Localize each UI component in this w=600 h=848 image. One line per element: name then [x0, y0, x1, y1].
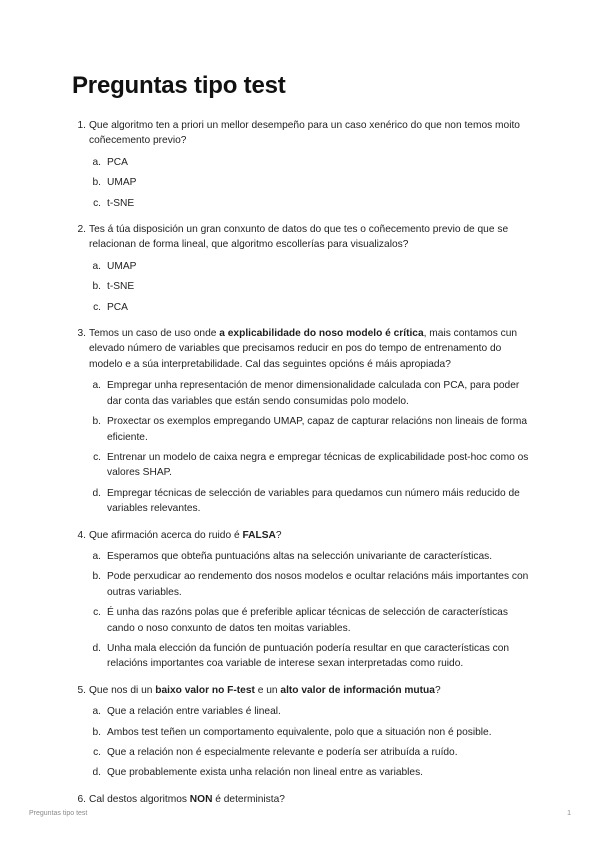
option-text: t-SNE: [107, 281, 135, 293]
answer-option: [89, 765, 532, 780]
option-letter: a.: [92, 706, 101, 718]
answer-option: [89, 196, 532, 211]
option-letter: d.: [92, 642, 101, 654]
option-text: UMAP: [107, 260, 137, 272]
option-letter: b.: [92, 571, 101, 583]
question-text-segment: , mais contamos cun elevado número de variables que precisamos reducir en pos do tempo de entrenamento do modelo e a súa interpretabilidade. Cal das seguintes opcións é máis apropiada?: [89, 328, 518, 370]
option-letter: a.: [92, 156, 101, 168]
option-letter: b.: [92, 177, 101, 189]
question-item: [72, 118, 532, 216]
question-body: [89, 118, 532, 216]
question-list: [72, 118, 532, 813]
question-body: [89, 326, 532, 521]
question-number: 3.: [77, 328, 86, 340]
option-text: Que probablemente exista unha relación non lineal entre as variables.: [107, 767, 424, 779]
question-text-segment: é determinista?: [212, 793, 285, 805]
option-text: Pode perxudicar ao rendemento dos nosos modelos e ocultar relacións máis importantes con outras variables.: [107, 571, 529, 598]
option-text: Ambos test teñen un comportamento equivalente, polo que a situación non é posible.: [107, 726, 492, 738]
question-text-segment: ?: [434, 684, 441, 696]
question-text-segment: ?: [275, 529, 282, 541]
option-letter: c.: [93, 451, 101, 463]
option-text: t-SNE: [107, 197, 135, 209]
question-text: [89, 683, 532, 698]
question-text-segment: e un: [254, 684, 281, 696]
page-title: Preguntas tipo test: [72, 72, 286, 99]
question-text-segment: Temos un caso de uso onde: [89, 328, 220, 340]
footer-title: Preguntas tipo test: [29, 810, 88, 817]
question-number: 2.: [77, 224, 86, 236]
question-item: [72, 326, 532, 521]
option-text: UMAP: [107, 177, 137, 189]
option-text: Proxectar os exemplos empregando UMAP, capaz de capturar relacións non lineais de forma eficiente.: [107, 416, 527, 443]
answer-option: [89, 175, 532, 190]
question-item: [72, 683, 532, 786]
footer-page-number: 1: [567, 810, 571, 817]
option-letter: b.: [92, 281, 101, 293]
answer-option: [89, 259, 532, 274]
question-text: [89, 792, 532, 807]
answer-option: [89, 549, 532, 564]
option-text: PCA: [107, 156, 128, 168]
option-letter: b.: [92, 726, 101, 738]
option-letter: c.: [93, 197, 101, 209]
question-text-segment: Que nos di un: [89, 684, 156, 696]
option-text: Esperamos que obteña puntuacións altas na selección univariante de características.: [107, 550, 493, 562]
question-text-emphasis: FALSA: [242, 529, 276, 541]
question-text: [89, 528, 532, 543]
question-text-segment: Que algoritmo ten a priori un mellor desempeño para un caso xenérico do que non temos moito coñecemento previo?: [89, 120, 520, 147]
answer-option: [89, 378, 532, 409]
question-item: [72, 222, 532, 320]
option-text: Que a relación entre variables é lineal.: [107, 706, 281, 718]
answer-option: [89, 641, 532, 672]
question-item: [72, 792, 532, 807]
question-body: [89, 792, 532, 807]
question-number: 6.: [77, 793, 86, 805]
answer-options: [89, 704, 532, 781]
option-letter: a.: [92, 380, 101, 392]
question-text: [89, 326, 532, 372]
question-text: [89, 118, 532, 149]
option-letter: a.: [92, 260, 101, 272]
question-text-segment: Que afirmación acerca do ruido é: [89, 529, 243, 541]
option-text: Entrenar un modelo de caixa negra e empregar técnicas de explicabilidade post-hoc como os valores SHAP.: [107, 451, 529, 479]
option-letter: d.: [92, 487, 101, 499]
answer-option: [89, 605, 532, 636]
option-letter: c.: [93, 301, 101, 313]
option-letter: b.: [92, 416, 101, 428]
answer-option: [89, 450, 532, 481]
question-body: [89, 528, 532, 677]
answer-option: [89, 155, 532, 170]
option-text: Unha mala elección da función de puntuación podería resultar en que características con relacións importantes coa variable de interese sexan interpretadas como ruido.: [107, 642, 510, 670]
option-text: É unha das razóns polas que é preferible aplicar técnicas de selección de características cando o noso conxunto de datos ten moitas variables.: [107, 607, 508, 634]
question-text-emphasis: baixo valor no F-test: [155, 684, 255, 696]
answer-option: [89, 486, 532, 517]
question-text: [89, 222, 532, 253]
question-number: 4.: [77, 529, 86, 541]
answer-option: [89, 569, 532, 600]
question-text-segment: Tes á túa disposición un gran conxunto de datos do que tes o coñecemento previo de que se relacionan de forma lineal, que algoritmo escollerías para visualizalos?: [89, 224, 509, 251]
question-number: 1.: [77, 120, 86, 131]
answer-option: [89, 300, 532, 315]
answer-option: [89, 704, 532, 719]
option-text: Que a relación non é especialmente relevante e podería ser atribuída a ruído.: [107, 747, 458, 758]
answer-options: [89, 155, 532, 211]
option-letter: d.: [92, 767, 101, 779]
option-text: PCA: [107, 301, 128, 313]
question-text-segment: Cal destos algoritmos: [89, 793, 190, 805]
answer-options: [89, 378, 532, 516]
question-text-emphasis: a explicabilidade do noso modelo é crítica: [219, 328, 424, 340]
question-text-emphasis: NON: [189, 793, 213, 805]
question-item: [72, 528, 532, 677]
answer-options: [89, 549, 532, 672]
question-text-emphasis: alto valor de información mutua: [280, 684, 435, 696]
answer-options: [89, 259, 532, 315]
option-letter: a.: [92, 550, 101, 562]
option-text: Empregar técnicas de selección de variables para quedamos cun número máis reducido de variables relevantes.: [107, 487, 520, 515]
answer-option: [89, 414, 532, 445]
answer-option: [89, 279, 532, 294]
option-letter: c.: [93, 747, 101, 758]
answer-option: [89, 745, 532, 760]
option-letter: c.: [93, 607, 101, 619]
option-text: Empregar unha representación de menor dimensionalidade calculada con PCA, para poder dar conta das variables que están sendo consumidas polo modelo.: [107, 380, 520, 407]
answer-option: [89, 725, 532, 740]
question-body: [89, 683, 532, 786]
question-body: [89, 222, 532, 320]
question-number: 5.: [77, 684, 86, 696]
